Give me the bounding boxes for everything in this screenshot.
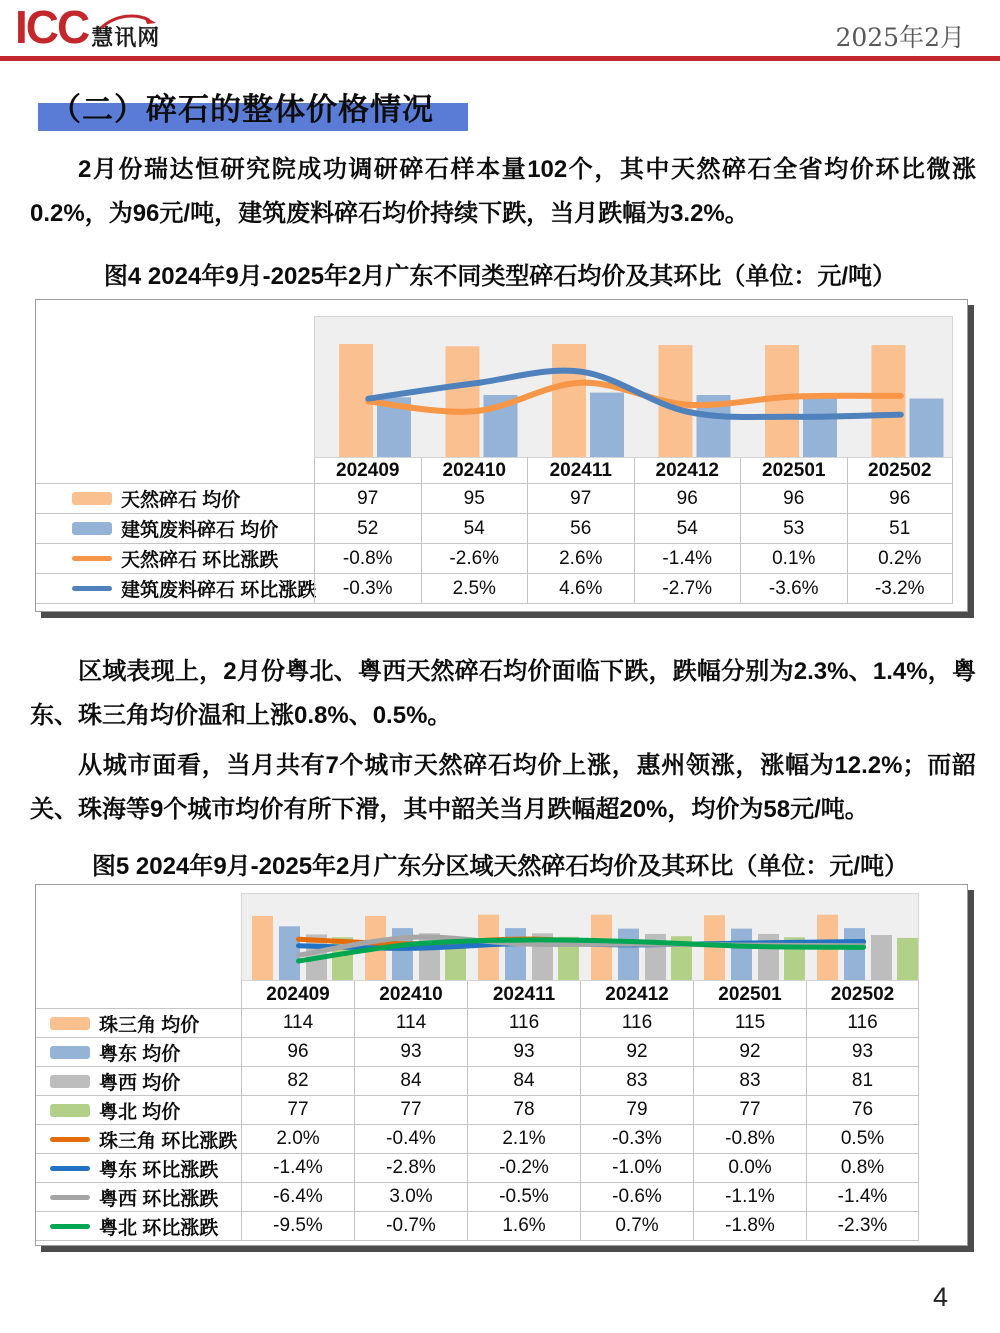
value-cell: 78 — [467, 1096, 580, 1125]
bar — [704, 915, 725, 981]
series-name: 粤西 环比涨跌 — [99, 1188, 219, 1210]
value-cell: 81 — [806, 1067, 919, 1096]
value-cell: -0.6% — [580, 1183, 693, 1212]
value-cell: 84 — [354, 1067, 467, 1096]
logo-cn-wrap — [91, 27, 160, 50]
value-cell: 52 — [314, 514, 421, 544]
category-row — [36, 981, 919, 1009]
table-row — [36, 1212, 919, 1241]
value-cell: -1.4% — [241, 1154, 354, 1183]
value-cell: -2.8% — [354, 1154, 467, 1183]
series-name: 粤西 均价 — [99, 1072, 181, 1094]
header-divider — [0, 56, 1000, 61]
value-cell: -2.7% — [634, 574, 741, 604]
category-cell: 202409 — [314, 458, 421, 484]
series-name: 珠三角 环比涨跌 — [99, 1130, 238, 1152]
table-row — [36, 1183, 919, 1212]
bar — [478, 915, 499, 981]
value-cell: -3.2% — [847, 574, 954, 604]
value-cell: 0.2% — [847, 544, 954, 574]
series-name: 珠三角 均价 — [99, 1014, 200, 1036]
legend-cell — [36, 484, 314, 514]
value-cell: -0.8% — [314, 544, 421, 574]
value-cell: 2.0% — [241, 1125, 354, 1154]
fig5-plot-area — [241, 893, 919, 981]
value-cell: -2.3% — [806, 1212, 919, 1241]
value-cell: 1.6% — [467, 1212, 580, 1241]
table-row — [36, 1096, 919, 1125]
figure5-chart — [35, 884, 968, 1246]
value-cell: 114 — [241, 1009, 354, 1038]
value-cell: 93 — [806, 1038, 919, 1067]
category-cell: 202502 — [847, 458, 954, 484]
value-cell: -0.8% — [693, 1125, 806, 1154]
category-row — [36, 458, 953, 484]
fig5-data-table — [36, 981, 919, 1241]
value-cell: -0.7% — [354, 1212, 467, 1241]
series-name: 粤北 均价 — [99, 1101, 181, 1123]
value-cell: 115 — [693, 1009, 806, 1038]
table-row — [36, 1154, 919, 1183]
table-row — [36, 574, 953, 604]
value-cell: 54 — [421, 514, 528, 544]
fig4-data-table — [36, 458, 953, 604]
series-name: 建筑废料碎石 均价 — [121, 520, 279, 541]
legend-spacer — [36, 458, 314, 484]
value-cell: 0.1% — [740, 544, 847, 574]
legend-spacer — [36, 981, 241, 1009]
value-cell: -9.5% — [241, 1212, 354, 1241]
legend-bar-swatch — [50, 1046, 90, 1059]
value-cell: 84 — [467, 1067, 580, 1096]
value-cell: 2.6% — [527, 544, 634, 574]
category-cell: 202411 — [467, 981, 580, 1009]
value-cell: 0.8% — [806, 1154, 919, 1183]
value-cell: 97 — [527, 484, 634, 514]
table-row — [36, 484, 953, 514]
value-cell: 96 — [634, 484, 741, 514]
bar — [446, 346, 480, 458]
value-cell: 77 — [241, 1096, 354, 1125]
value-cell: 93 — [354, 1038, 467, 1067]
paragraph-summary: 2月份瑞达恒研究院成功调研碎石样本量102个，其中天然碎石全省均价环比微涨0.2%，为96元/吨，建筑废料碎石均价持续下跌，当月跌幅为3.2%。 — [30, 156, 976, 227]
value-cell: 0.7% — [580, 1212, 693, 1241]
category-cell: 202501 — [693, 981, 806, 1009]
value-cell: 93 — [467, 1038, 580, 1067]
legend-cell — [36, 574, 317, 604]
value-cell: -0.3% — [314, 574, 421, 604]
value-cell: 2.5% — [421, 574, 528, 604]
series-name: 天然碎石 均价 — [121, 490, 241, 511]
value-cell: -0.3% — [580, 1125, 693, 1154]
value-cell: 77 — [354, 1096, 467, 1125]
value-cell: 116 — [580, 1009, 693, 1038]
value-cell: 114 — [354, 1009, 467, 1038]
bar — [803, 396, 837, 458]
legend-cell — [36, 1096, 241, 1125]
legend-cell — [36, 1183, 241, 1212]
section-title: （二）碎石的整体价格情况 — [50, 92, 434, 127]
legend-bar-swatch — [50, 1104, 90, 1117]
bar — [252, 916, 273, 981]
value-cell: -1.4% — [806, 1183, 919, 1212]
legend-bar-swatch — [50, 1075, 90, 1088]
paragraph-city: 从城市面看，当月共有7个城市天然碎石均价上涨，惠州领涨，涨幅为12.2%；而韶关、珠海等9个城市均价有所下滑，其中韶关当月跌幅超20%，均价为58元/吨。 — [30, 752, 976, 823]
value-cell: 2.1% — [467, 1125, 580, 1154]
category-cell: 202412 — [634, 458, 741, 484]
legend-cell — [36, 1212, 241, 1241]
category-cell: 202409 — [241, 981, 354, 1009]
value-cell: 79 — [580, 1096, 693, 1125]
bar — [590, 393, 624, 458]
value-cell: -1.0% — [580, 1154, 693, 1183]
logo-icc-text: ICC — [15, 1, 89, 53]
value-cell: -2.6% — [421, 544, 528, 574]
page-number: 4 — [932, 1282, 948, 1312]
value-cell: 77 — [693, 1096, 806, 1125]
value-cell: 92 — [693, 1038, 806, 1067]
legend-bar-swatch — [72, 492, 112, 505]
value-cell: 56 — [527, 514, 634, 544]
bar — [871, 935, 892, 981]
bar — [591, 915, 612, 981]
table-row — [36, 544, 953, 574]
header-date: 2025年2月 — [835, 23, 965, 52]
bar — [872, 345, 906, 458]
category-cell: 202412 — [580, 981, 693, 1009]
figure4-title: 图4 2024年9月-2025年2月广东不同类型碎石均价及其环比（单位：元/吨） — [103, 263, 897, 290]
value-cell: -0.5% — [467, 1183, 580, 1212]
fig4-plot-area — [314, 316, 953, 458]
value-cell: 96 — [740, 484, 847, 514]
category-cell: 202411 — [527, 458, 634, 484]
legend-cell — [36, 1038, 241, 1067]
value-cell: 116 — [467, 1009, 580, 1038]
bar — [897, 938, 918, 981]
bar — [765, 345, 799, 458]
value-cell: 96 — [847, 484, 954, 514]
value-cell: 4.6% — [527, 574, 634, 604]
figure4-chart — [35, 299, 968, 612]
value-cell: 0.5% — [806, 1125, 919, 1154]
legend-cell — [36, 1009, 241, 1038]
bar — [731, 929, 752, 981]
value-cell: -0.4% — [354, 1125, 467, 1154]
table-row — [36, 1067, 919, 1096]
table-row — [36, 1038, 919, 1067]
series-name: 粤东 均价 — [99, 1043, 181, 1065]
legend-line-swatch — [50, 1166, 90, 1171]
series-name: 粤北 环比涨跌 — [99, 1217, 219, 1239]
value-cell: -3.6% — [740, 574, 847, 604]
value-cell: 116 — [806, 1009, 919, 1038]
legend-bar-swatch — [50, 1017, 90, 1030]
value-cell: -1.4% — [634, 544, 741, 574]
bar — [505, 928, 526, 981]
value-cell: 54 — [634, 514, 741, 544]
category-cell: 202410 — [421, 458, 528, 484]
legend-bar-swatch — [72, 522, 112, 535]
legend-line-swatch — [72, 586, 112, 591]
legend-cell — [36, 1154, 241, 1183]
legend-line-swatch — [50, 1195, 90, 1200]
legend-cell — [36, 1125, 241, 1154]
legend-cell — [36, 544, 314, 574]
value-cell: 96 — [241, 1038, 354, 1067]
bar — [910, 399, 944, 459]
bar — [552, 344, 586, 458]
value-cell: 0.0% — [693, 1154, 806, 1183]
legend-line-swatch — [72, 556, 112, 561]
table-row — [36, 1009, 919, 1038]
value-cell: -6.4% — [241, 1183, 354, 1212]
paragraph-region: 区域表现上，2月份粤北、粤西天然碎石均价面临下跌，跌幅分别为2.3%、1.4%，粤东、珠三角均价温和上涨0.8%、0.5%。 — [30, 658, 976, 729]
value-cell: 83 — [580, 1067, 693, 1096]
value-cell: -1.1% — [693, 1183, 806, 1212]
value-cell: 82 — [241, 1067, 354, 1096]
category-cell: 202502 — [806, 981, 919, 1009]
value-cell: -0.2% — [467, 1154, 580, 1183]
value-cell: -1.8% — [693, 1212, 806, 1241]
legend-line-swatch — [50, 1224, 90, 1229]
table-row — [36, 1125, 919, 1154]
legend-line-swatch — [50, 1137, 90, 1142]
logo — [15, 1, 161, 53]
series-name: 建筑废料碎石 环比涨跌 — [121, 580, 317, 601]
value-cell: 97 — [314, 484, 421, 514]
series-name: 粤东 环比涨跌 — [99, 1159, 219, 1181]
bar — [844, 928, 865, 981]
figure5-title: 图5 2024年9月-2025年2月广东分区域天然碎石均价及其环比（单位：元/吨） — [91, 853, 909, 880]
legend-cell — [36, 1067, 241, 1096]
value-cell: 83 — [693, 1067, 806, 1096]
table-row — [36, 514, 953, 544]
value-cell: 95 — [421, 484, 528, 514]
value-cell: 92 — [580, 1038, 693, 1067]
value-cell: 53 — [740, 514, 847, 544]
value-cell: 51 — [847, 514, 954, 544]
legend-cell — [36, 514, 314, 544]
series-name: 天然碎石 环比涨跌 — [121, 550, 279, 571]
bar — [618, 929, 639, 981]
category-cell: 202501 — [740, 458, 847, 484]
value-cell: 3.0% — [354, 1183, 467, 1212]
swoosh-arrow-icon — [99, 11, 157, 36]
value-cell: 76 — [806, 1096, 919, 1125]
category-cell: 202410 — [354, 981, 467, 1009]
logo-cn-text: 慧讯网 — [91, 25, 161, 50]
